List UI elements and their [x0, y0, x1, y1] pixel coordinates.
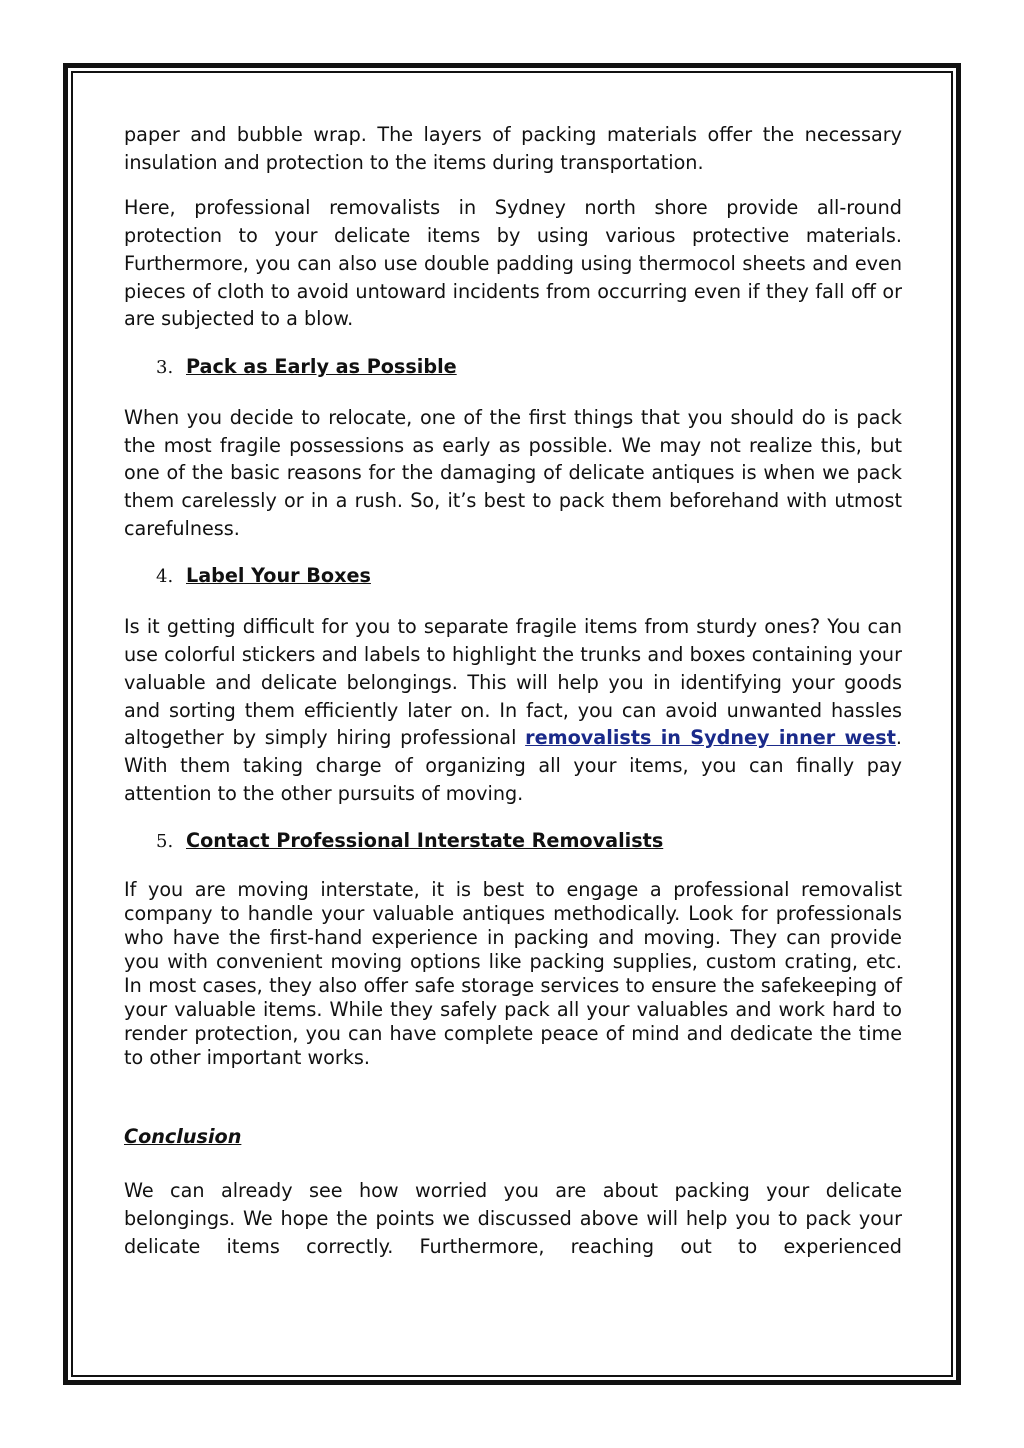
paragraph-packing-materials: paper and bubble wrap. The layers of packing materials offer the necessary insulation and protection to the items during transportation.	[124, 123, 902, 174]
heading-interstate	[156, 827, 902, 855]
heading-text: Contact Professional Interstate Removalists	[186, 829, 664, 853]
paragraph-label-boxes	[124, 613, 902, 807]
heading-number: 4.	[156, 566, 174, 588]
heading-conclusion: Conclusion	[124, 1125, 242, 1149]
heading-pack-early	[156, 353, 902, 381]
heading-text: Pack as Early as Possible	[186, 354, 457, 378]
heading-text: Label Your Boxes	[186, 564, 371, 588]
heading-label-boxes	[156, 562, 902, 590]
paragraph-conclusion: We can already see how worried you are about packing your delicate belongings. We hope the points we discussed above will help you to pack your delicate items correctly. Furthermore, reaching out to experienced	[124, 1179, 902, 1258]
document-body	[124, 121, 902, 1260]
paragraph-interstate: If you are moving interstate, it is best to engage a professional removalist company to handle your valuable antiques methodically. Look for professionals who have the first-hand experience in packing and moving. They can provide you with convenient moving options like packing supplies, custom crating, etc. In most cases, they also offer safe storage services to ensure the safekeeping of your valuable items. While they safely pack all your valuables and work hard to render protection, you can have complete peace of mind and dedicate the time to other important works.	[124, 878, 902, 1070]
paragraph-text: Is it getting difficult for you to separate fragile items from sturdy ones? You can use colorful stickers and labels to highlight the trunks and boxes containing your valuable and delicate belongings. This will help you in identifying your goods and sorting them efficiently later on. In fact, you can avoid unwanted hassles altogether by simply hiring professional	[124, 615, 902, 750]
paragraph-protection: Here, professional removalists in Sydney north shore provide all-round protection to your delicate items by using various protective materials. Furthermore, you can also use double padding using thermocol sheets and even pieces of cloth to avoid untoward incidents from occurring even if they fall off or are subjected to a blow.	[124, 196, 902, 331]
paragraph-pack-early: When you decide to relocate, one of the first things that you should do is pack the most fragile possessions as early as possible. We may not realize this, but one of the basic reasons for the damaging of delicate antiques is when we pack them carelessly or in a rush. So, it’s best to pack them beforehand with utmost carefulness.	[124, 405, 902, 540]
heading-number: 5.	[156, 831, 174, 853]
removalists-inner-west-link[interactable]: removalists in Sydney inner west	[525, 726, 896, 750]
heading-number: 3.	[156, 356, 174, 378]
paragraph-text: . With them taking charge of organizing all your items, you can finally pay attention to the other pursuits of moving.	[124, 726, 902, 805]
